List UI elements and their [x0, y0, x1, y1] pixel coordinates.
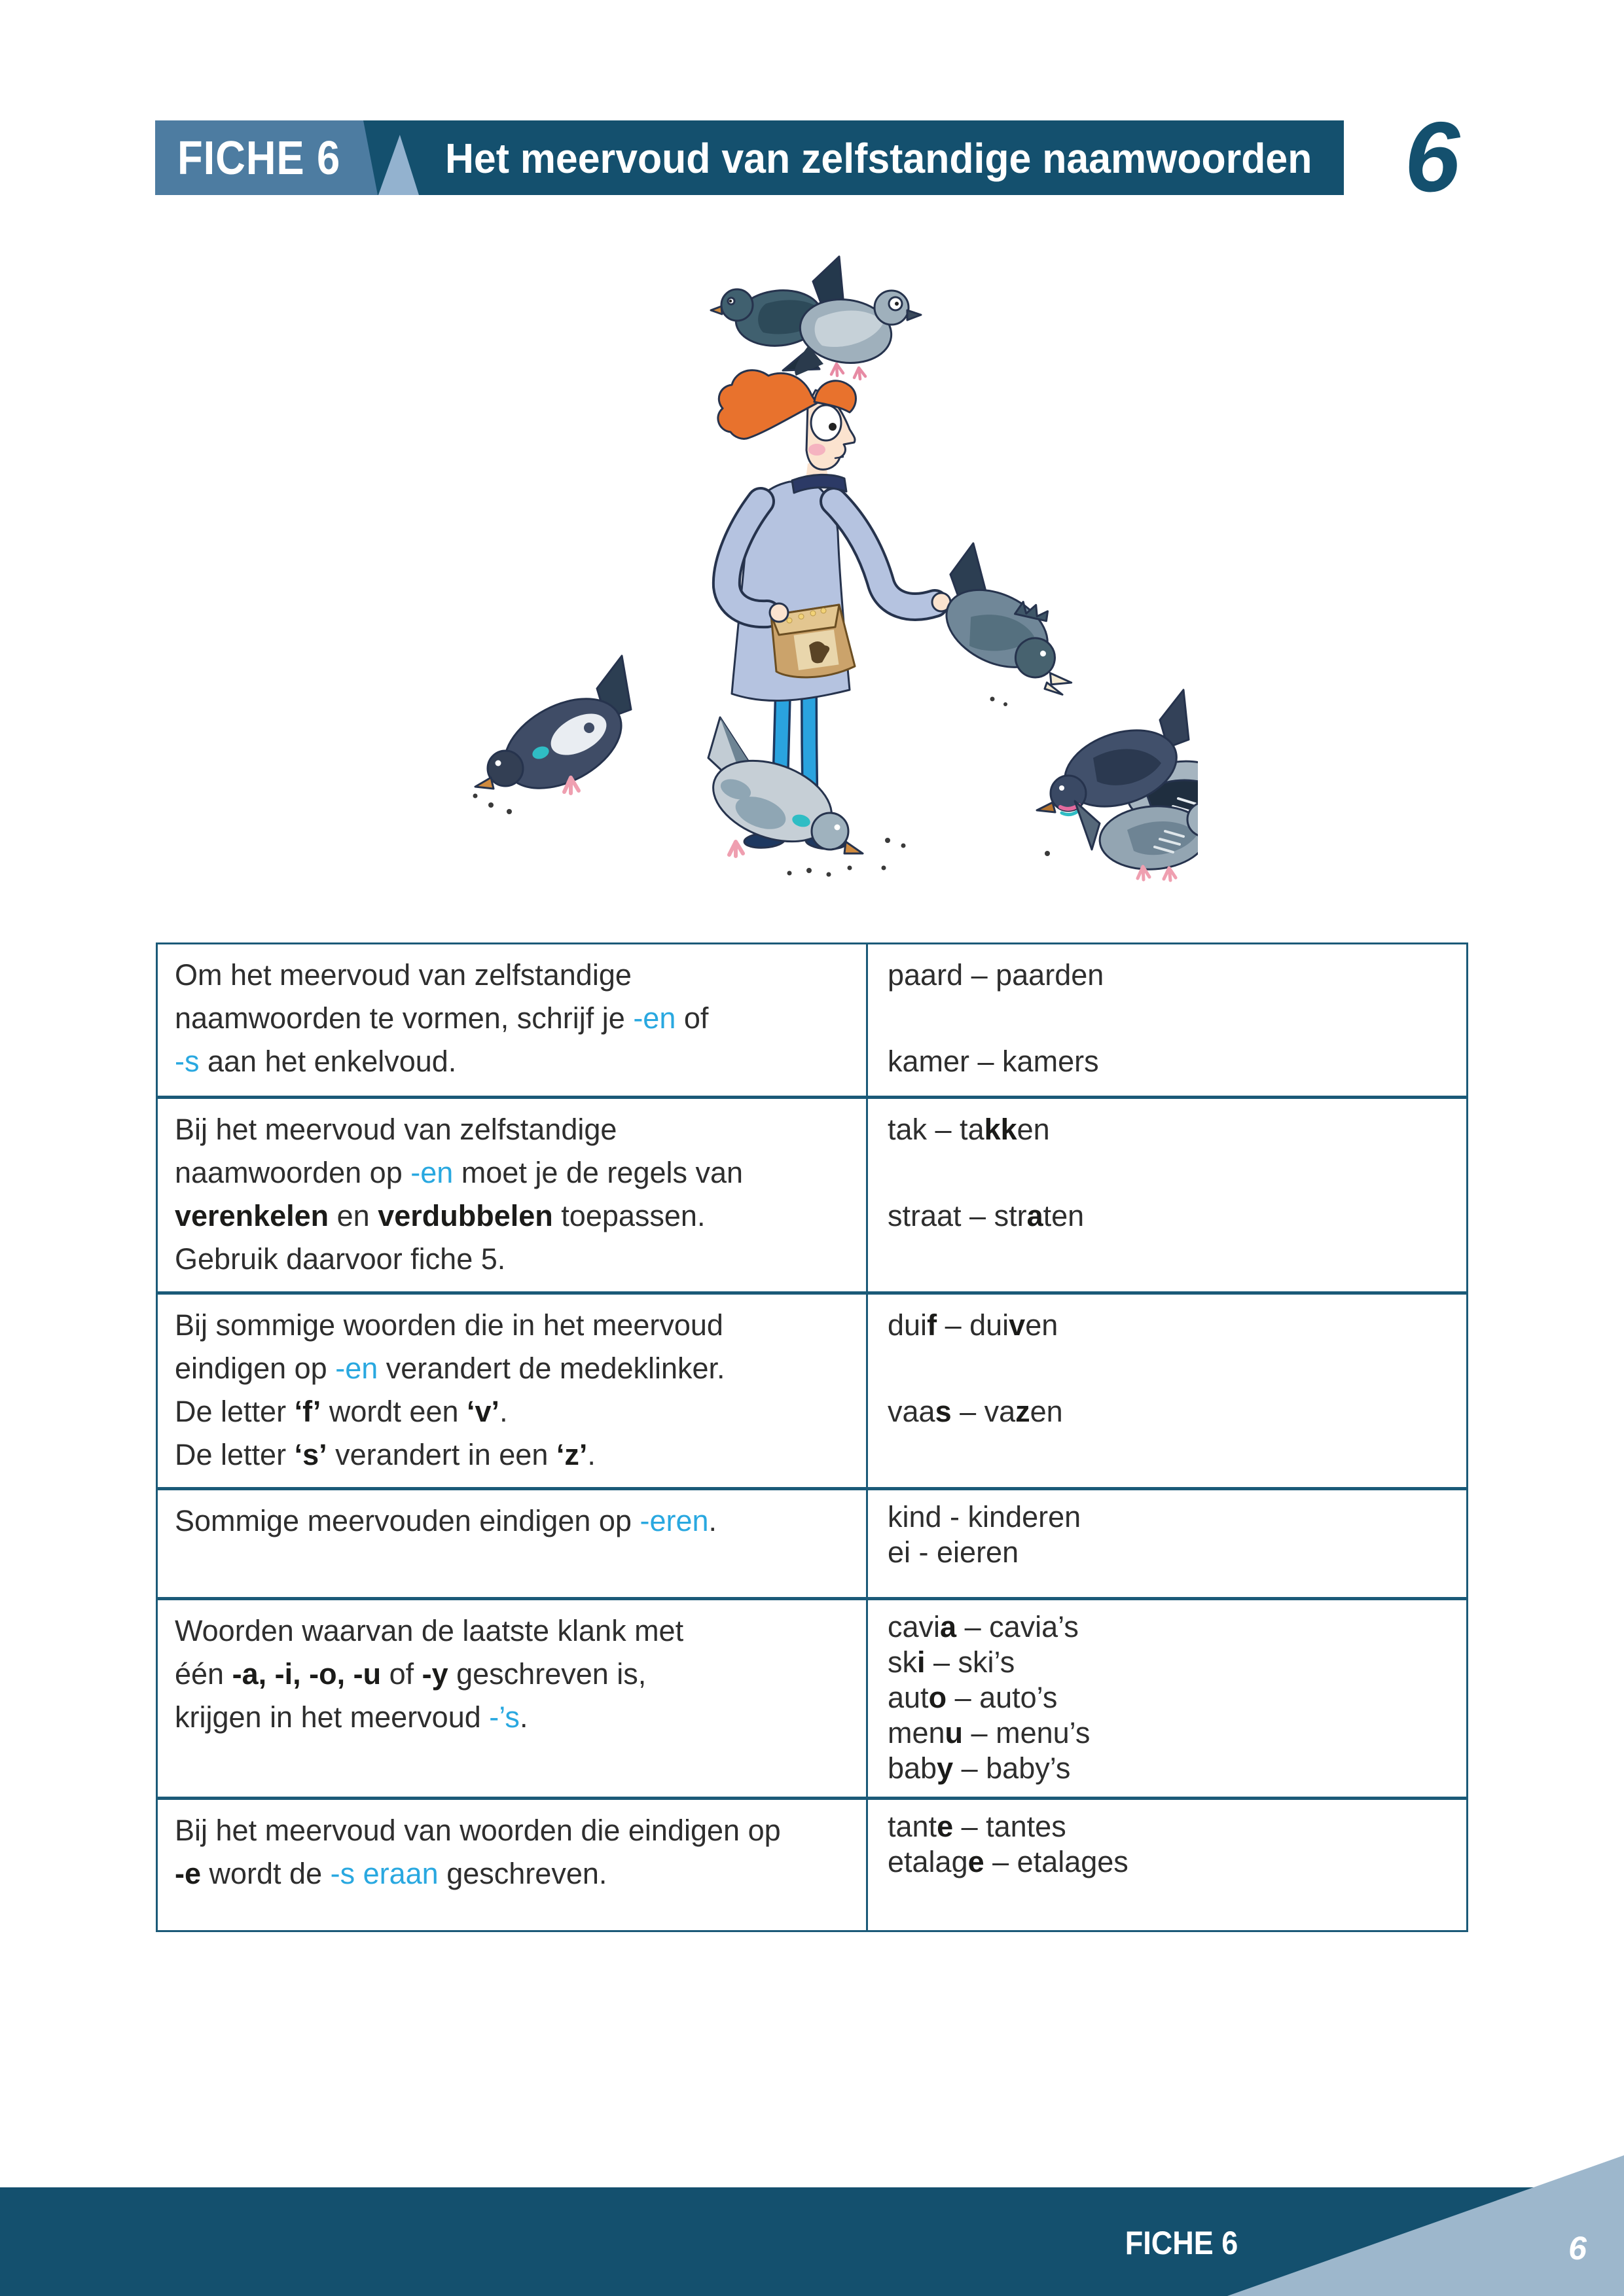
footer-page-number: 6	[1568, 2230, 1587, 2267]
illustration-feeding-pigeons	[425, 241, 1198, 886]
example-cell	[868, 944, 1466, 1096]
rules-table	[156, 942, 1468, 1932]
table-row	[158, 1096, 1466, 1291]
pigeon-on-hand	[928, 539, 1089, 695]
text-line: menu – menu’s	[888, 1716, 1091, 1749]
text-line: paard – paarden	[888, 958, 1104, 992]
example-cell	[868, 1295, 1466, 1487]
text-line: krijgen in het meervoud -’s.	[175, 1700, 528, 1734]
rule-cell	[158, 1800, 868, 1930]
rule-cell	[158, 1295, 868, 1487]
text-line: Sommige meervouden eindigen op -eren.	[175, 1504, 717, 1537]
table-row	[158, 1797, 1466, 1930]
rule-cell	[158, 1099, 868, 1291]
text-line: eindigen op -en verandert de medeklinker.	[175, 1352, 725, 1385]
example-cell	[868, 1600, 1466, 1797]
example-cell	[868, 1800, 1466, 1930]
text-line: -e wordt de -s eraan geschreven.	[175, 1857, 607, 1890]
header-corner-number: 6	[1404, 101, 1460, 213]
pigeon-ground-left	[473, 656, 636, 814]
text-line: cavia – cavia’s	[888, 1610, 1079, 1643]
text-line: Woorden waarvan de laatste klank met	[175, 1614, 684, 1647]
text-line: duif – duiven	[888, 1308, 1058, 1342]
text-line: kind - kinderen	[888, 1500, 1081, 1534]
table-row	[158, 944, 1466, 1096]
text-line: ski – ski’s	[888, 1645, 1015, 1679]
text-line: Gebruik daarvoor fiche 5.	[175, 1242, 506, 1276]
text-line: vaas – vazen	[888, 1395, 1063, 1428]
rule-cell	[158, 944, 868, 1096]
header-bar	[155, 120, 1344, 195]
text-line: naamwoorden op -en moet je de regels van	[175, 1156, 744, 1189]
rule-cell	[158, 1600, 868, 1797]
text-line: ei - eieren	[888, 1535, 1019, 1569]
footer-fiche-label: FICHE 6	[1125, 2225, 1238, 2261]
text-line: naamwoorden te vormen, schrijf je -en of	[175, 1001, 709, 1035]
text-line: kamer – kamers	[888, 1045, 1099, 1078]
left-hand	[770, 603, 788, 622]
text-line: Bij het meervoud van woorden die eindigen op	[175, 1814, 781, 1847]
fiche-badge-triangle	[378, 135, 419, 195]
text-line: één -a, -i, -o, -u of -y geschreven is,	[175, 1657, 647, 1691]
text-line: -s aan het enkelvoud.	[175, 1045, 457, 1078]
example-cell	[868, 1490, 1466, 1597]
text-line: tante – tantes	[888, 1810, 1066, 1843]
text-line: Bij sommige woorden die in het meervoud	[175, 1308, 723, 1342]
text-line: straat – straten	[888, 1199, 1085, 1232]
pigeon-ground-right-front	[1075, 801, 1198, 880]
text-line: tak – takken	[888, 1113, 1050, 1146]
table-row	[158, 1291, 1466, 1487]
text-line: verenkelen en verdubbelen toepassen.	[175, 1199, 706, 1232]
text-line: Bij het meervoud van zelfstandige	[175, 1113, 617, 1146]
seeds	[882, 697, 1051, 870]
text-line: baby – baby’s	[888, 1751, 1071, 1785]
text-line: etalage – etalages	[888, 1845, 1128, 1878]
fiche-badge-label: FICHE 6	[177, 132, 341, 185]
table-row	[158, 1597, 1466, 1797]
rule-cell	[158, 1490, 868, 1597]
text-line: auto – auto’s	[888, 1681, 1058, 1714]
table-row	[158, 1487, 1466, 1597]
text-line: De letter ‘s’ verandert in een ‘z’.	[175, 1438, 596, 1471]
pigeons-illustration-svg	[425, 241, 1198, 886]
text-line: De letter ‘f’ wordt een ‘v’.	[175, 1395, 508, 1428]
text-line: Om het meervoud van zelfstandige	[175, 958, 632, 992]
example-cell	[868, 1099, 1466, 1291]
page-title: Het meervoud van zelfstandige naamwoorden	[445, 135, 1312, 182]
